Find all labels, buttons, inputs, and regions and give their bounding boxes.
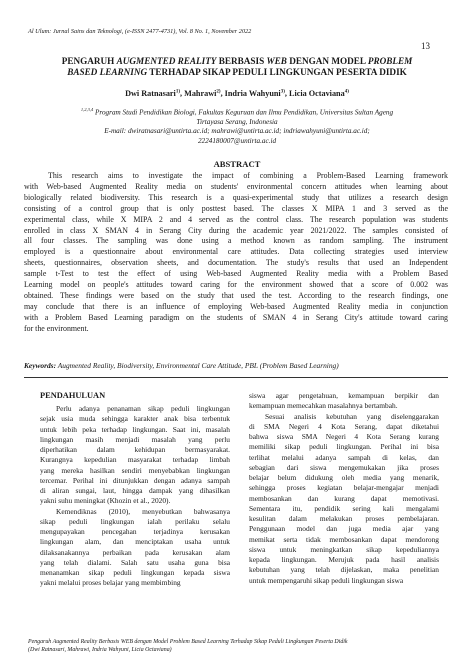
affiliation-line: $^{1,2,3,4}$ Program Studi Pendidikan Biologi, Fakultas Keguruan dan Ilmu Pendidikan, Universitas Sultan Ageng — [80, 107, 394, 117]
paragraph-line: memiliki sikap peduli lingkungan. Perihal ini bisa — [249, 442, 439, 452]
paragraph-line: sejak usia muda sehingga karakter anak bisa terbentuk — [40, 414, 230, 424]
paragraph-line: untuk mempengaruhi sikap peduli lingkungan siswa — [249, 575, 404, 585]
paragraph-line: kesulitan dalam melakukan proses pembelajaran. — [249, 514, 439, 523]
abstract-body — [24, 171, 448, 335]
paragraph-line: lingkungan alam, dan menciptakan usaha untuk — [40, 537, 230, 547]
abstract-line: with Web-based Augmented Reality media on students' environmental concern attitudes when learning about — [24, 181, 448, 191]
paragraph-line: kebutuhan yang telah dijelaskan, maka penelitian — [249, 565, 439, 575]
abstract-line: sample t-Test to test the effect of using Web-based Augmented Reality media with a Problem Based — [24, 269, 448, 279]
abstract-line: This research aims to investigate the impact of combining a Problem-Based Learning framework — [48, 171, 448, 180]
abstract-line: may conclude that there is an influence of employing Web-based Augmented Reality media in conjunction — [24, 301, 448, 311]
paper-title — [40, 56, 434, 78]
paragraph-line: di aliran sungai, laut, hingga dampak yang dihasilkan — [40, 486, 230, 495]
paragraph-line: sebagian dari siswa mengemukakan jika proses — [249, 462, 439, 472]
paragraph-line: Sesuai analisis kebutuhan yang diselenggarakan — [265, 411, 439, 421]
paragraph-line: lingkungan masih menjadi masalah yang perlu — [40, 434, 230, 444]
paragraph-line: kepada lingkungan. Merujuk pada hasil analisis — [249, 555, 439, 564]
right-column — [249, 391, 439, 586]
abstract-line: experimental class, while X MIPA 2 and 4 served as the control class. The research population was students — [24, 214, 448, 224]
left-column — [40, 404, 230, 589]
abstract-line: consisting of a control group that is only posttest based. The classes X MIPA 1 and 3 served as the — [24, 203, 448, 213]
page-footer — [28, 639, 348, 654]
abstract-line: obtained. These findings were based on the study that used the test. According to the research findings, one — [24, 290, 448, 300]
paragraph-line: tercemar. Perihal ini ditunjukkan dengan adanya sampah — [40, 475, 230, 485]
footer-line: (Dwi Ratnasari, Mahrawi, Indria Wahyuni, Licia Octaviana) — [28, 646, 172, 653]
paragraph-line: siswa agar pengetahuan, kemampuan berpikir dan — [249, 391, 439, 400]
paragraph-line: terlihat melalui adanya sampah di kelas, dan — [249, 452, 439, 462]
paragraph-line: diperhatikan dalam kehidupan bermasyarakat. — [40, 445, 230, 454]
paragraph-line: membosankan dan kurang dapat memotivasi. — [249, 493, 439, 503]
page-number: 13 — [421, 41, 430, 51]
paragraph-line: Penggunaan model dan juga media ajar yang — [249, 524, 439, 534]
paragraph-line: bahwa siswa SMA Negeri 4 Kota Serang kurang — [249, 432, 439, 441]
paragraph-line: yang mereka hasilkan sendiri menyebabkan lingkungan — [40, 465, 230, 475]
affiliation-line: Tirtayasa Serang, Indonesia — [196, 117, 278, 126]
journal-header: Al Ulum: Jurnal Sains dan Teknologi, (e-ISSN 2477-4731), Vol. 8 No. 1, November 2022 — [28, 28, 252, 35]
paragraph-line: untuk lebih peka terhadap lingkungan. Saat ini, masalah — [40, 424, 230, 434]
section-heading: PENDAHULUAN — [40, 391, 106, 400]
email-line: E-mail: dwiratnasari@untirta.ac.id; mahrawi@untirta.ac.id; indriawahyuni@untirta.ac.id; — [104, 127, 370, 136]
title-line-1: PENGARUH AUGMENTED REALITY BERBASIS WEB DENGAN MODEL PROBLEM — [61, 56, 413, 66]
paragraph-line: yakni melalui proses belajar yang membimbing — [40, 578, 181, 588]
paragraph-line: di SMA Negeri 4 Kota Serang, dapat diketahui — [249, 421, 439, 431]
paragraph-line: belajar belum didukung oleh media yang menarik, — [249, 473, 439, 482]
email-line: 2224180007@untirta.ac.id — [197, 136, 277, 145]
paragraph-line: mengupayakan pencegahan terjadinya kerusakan — [40, 527, 230, 536]
abstract-heading: ABSTRACT — [213, 159, 261, 169]
author-list: Dwi Ratnasari$^{1)}$, Mahrawi$^{2)}$, Indria Wahyuni$^{3)}$, Licia Octaviana$^{4)}$ — [125, 89, 349, 98]
keywords-text: Augmented Reality, Biodiversity, Environmental Care Attitude, PBL (Problem Based Learning) — [57, 361, 339, 370]
section-divider — [24, 377, 448, 378]
abstract-line: enrolled in class X SMAN 4 in Serang City during the academic year 2021/2022. The samples consisted of — [24, 225, 448, 235]
abstract-line: sheets, questionnaires, observation sheets, and documentation. The study's results that used an Independent — [24, 258, 448, 268]
paragraph-line: yakni suhu meningkat (Khozin et al., 2020). — [40, 496, 171, 506]
paragraph-line: menanamkan sikap peduli lingkungan kepada siswa — [40, 568, 230, 577]
abstract-line: Learning model on people's attitudes toward caring for the environment showed that a score of 0.002 was — [24, 280, 448, 290]
abstract-line: all four classes. The sampling was done using a method known as random sampling. The instrument — [24, 236, 448, 246]
paragraph-line: kemampuan memecahkan masalahnya bertambah. — [249, 401, 398, 411]
paragraph-line: Perlu adanya penanaman sikap peduli lingkungan — [56, 404, 230, 413]
keywords — [24, 361, 448, 370]
abstract-line: employed is a questionnaire about environmental care attitudes. Data collecting strategies used interview — [24, 247, 448, 257]
keywords-label: Keywords: — [24, 361, 57, 370]
paragraph-line: memikat serta tidak membosankan dapat mendorong — [249, 534, 439, 544]
paragraph-line: Kurangnya kepedulian masyarakat terhadap limbah — [40, 455, 230, 465]
paragraph-line: Kemendiknas (2010), menyebutkan bahwasanya — [56, 506, 230, 516]
abstract-line: biologically related biodiversity. This research is a quasi-experimental study that utilizes a research design — [24, 192, 448, 202]
paragraph-line: siswa untuk meningkatkan sikap kepeduliannya — [249, 544, 439, 554]
paragraph-line: yang telah dialami. Salah satu usaha guna bisa — [40, 557, 230, 567]
paragraph-line: sikap peduli lingkungan ialah perilaku selalu — [40, 516, 230, 526]
affiliation — [60, 105, 414, 146]
paragraph-line: Sementara itu, pendidik sering kali mengalami — [249, 503, 439, 513]
abstract-line: for the environment. — [24, 323, 89, 333]
title-line-2: BASED LEARNING TERHADAP SIKAP PEDULI LINGKUNGAN PESERTA DIDIK — [67, 67, 407, 77]
footer-line: Pengaruh Augmented Reality Berbasis WEB dengan Model Problem Based Learning Terhadap Sikap Peduli Lingkungan Peserta Didik — [28, 639, 348, 645]
paragraph-line: sehingga proses kegiatan belajar-mengajar menjadi — [249, 483, 439, 493]
abstract-line: with a Problem Based Learning paradigm on the students of SMAN 4 in Serang City's attitude toward caring — [24, 312, 448, 322]
paragraph-line: dilaksanakannya perbaikan pada kerusakan alam — [40, 547, 230, 557]
